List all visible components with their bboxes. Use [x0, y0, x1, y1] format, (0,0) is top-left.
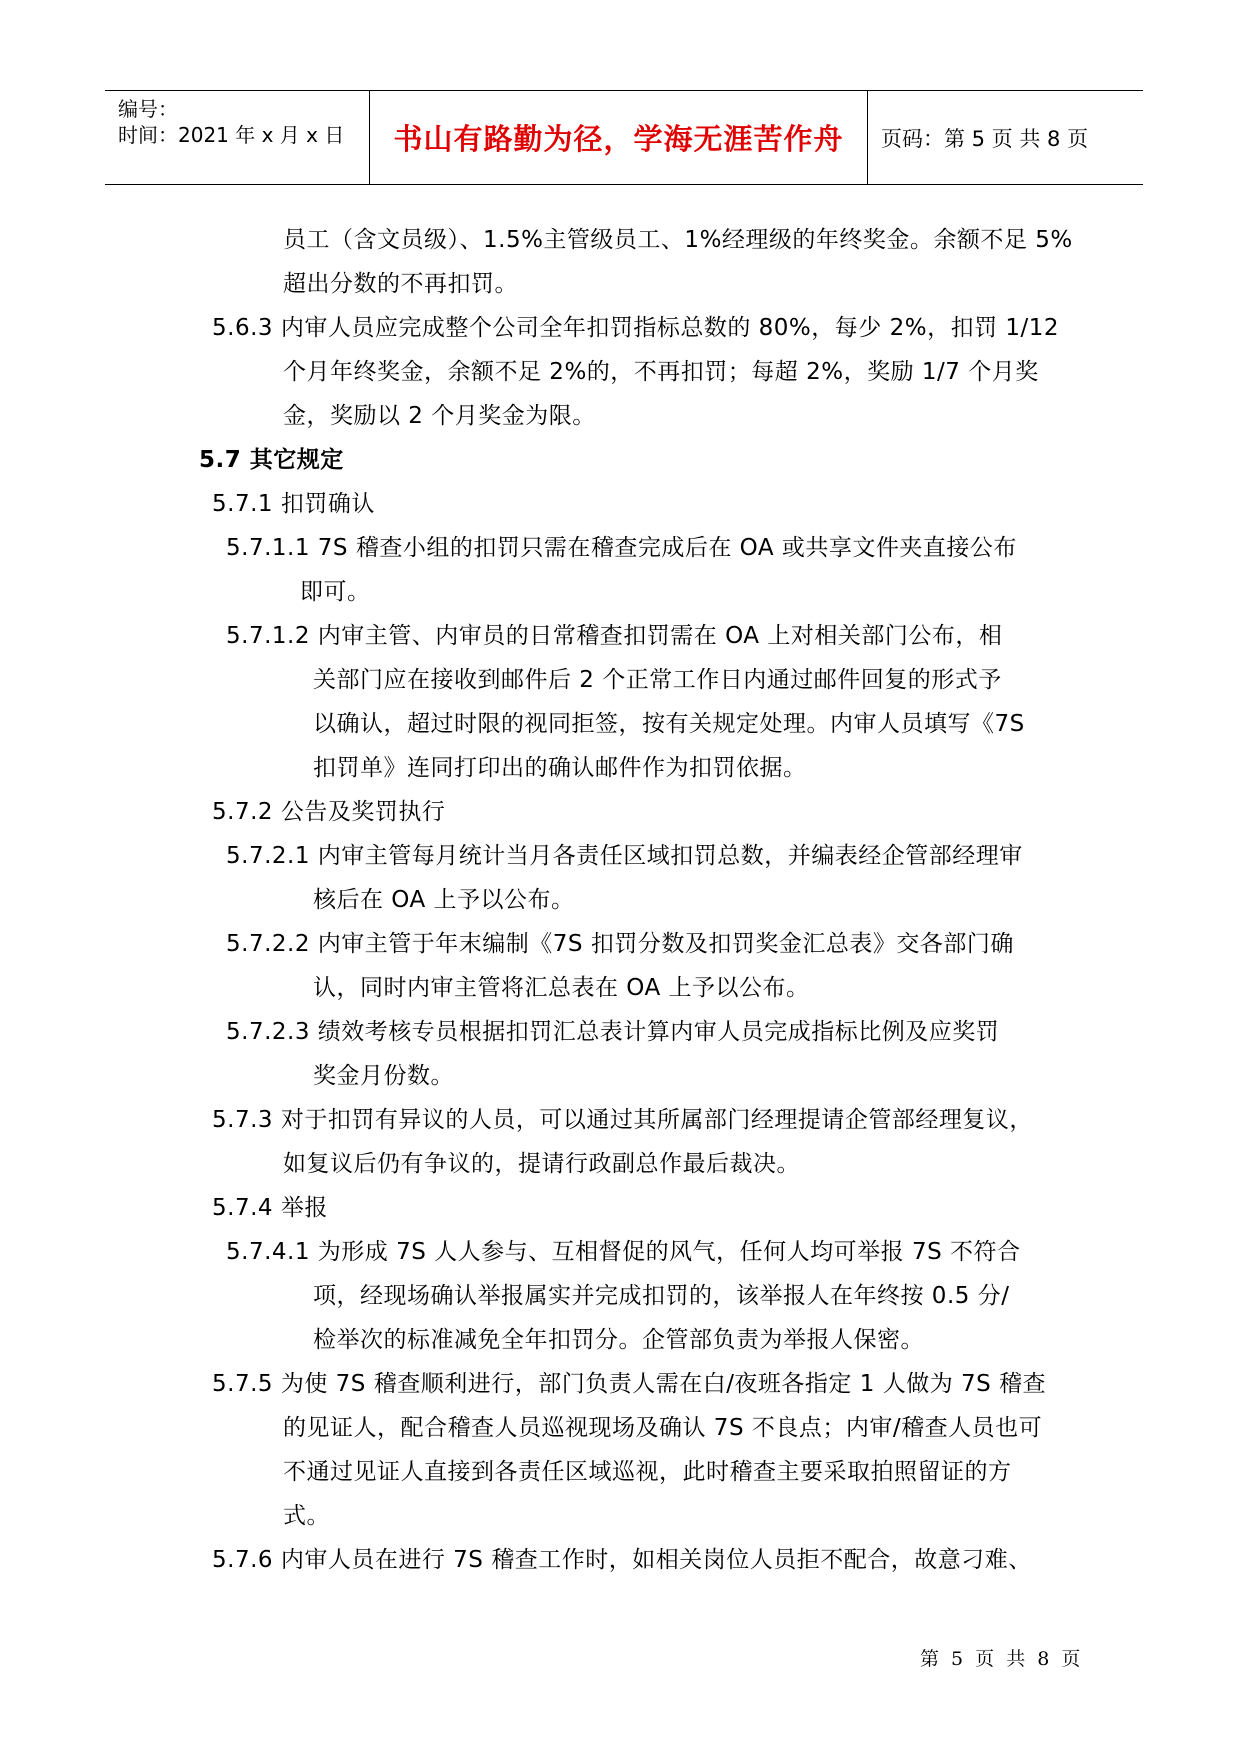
body-line: 检举次的标准减免全年扣罚分。企管部负责为举报人保密。 — [313, 1327, 924, 1353]
body-line: 超出分数的不再扣罚。 — [283, 271, 518, 297]
document-header — [105, 90, 1143, 185]
body-line: 奖金月份数。 — [313, 1063, 454, 1089]
body-line: 扣罚单》连同打印出的确认邮件作为扣罚依据。 — [313, 755, 807, 781]
body-line: 如复议后仍有争议的，提请行政副总作最后裁决。 — [283, 1151, 800, 1177]
header-page-cell — [868, 91, 1143, 184]
body-line: 式。 — [283, 1503, 330, 1529]
clause-5-7-5: 5.7.5 为使 7S 稽查顺利进行，部门负责人需在白/夜班各指定 1 人做为 7S 稽查 — [212, 1371, 1047, 1397]
clause-5-7-2-3: 5.7.2.3 绩效考核专员根据扣罚汇总表计算内审人员完成指标比例及应奖罚 — [226, 1019, 1000, 1045]
clause-5-7-4-1: 5.7.4.1 为形成 7S 人人参与、互相督促的风气，任何人均可举报 7S 不符合 — [226, 1239, 1021, 1265]
section-heading-5-7: 5.7 其它规定 — [199, 447, 344, 473]
clause-5-7-6: 5.7.6 内审人员在进行 7S 稽查工作时，如相关岗位人员拒不配合，故意刁难、 — [212, 1547, 1032, 1573]
body-line: 项，经现场确认举报属实并完成扣罚的，该举报人在年终按 0.5 分/ — [313, 1283, 1010, 1309]
clause-5-7-2-2: 5.7.2.2 内审主管于年末编制《7S 扣罚分数及扣罚奖金汇总表》交各部门确 — [226, 931, 1014, 957]
clause-5-7-4: 5.7.4 举报 — [212, 1195, 328, 1221]
clause-5-7-1: 5.7.1 扣罚确认 — [212, 491, 375, 517]
body-line: 关部门应在接收到邮件后 2 个正常工作日内通过邮件回复的形式予 — [313, 667, 1002, 693]
body-line: 即可。 — [300, 579, 371, 605]
body-line: 核后在 OA 上予以公布。 — [313, 887, 575, 913]
header-page-code: 页码：第 5 页 共 8 页 — [881, 127, 1089, 151]
clause-5-7-1-2: 5.7.1.2 内审主管、内审员的日常稽查扣罚需在 OA 上对相关部门公布，相 — [226, 623, 1003, 649]
document-time-label: 时间：2021 年 x 月 x 日 — [118, 123, 345, 147]
body-line: 个月年终奖金，余额不足 2%的，不再扣罚；每超 2%，奖励 1/7 个月奖 — [283, 359, 1039, 385]
document-number-label: 编号： — [118, 97, 178, 121]
body-line: 员工（含文员级）、1.5%主管级员工、1%经理级的年终奖金。余额不足 5% — [283, 227, 1073, 253]
body-line: 的见证人，配合稽查人员巡视现场及确认 7S 不良点；内审/稽查人员也可 — [283, 1415, 1043, 1441]
header-motto: 书山有路勤为径，学海无涯苦作舟 — [393, 122, 844, 156]
clause-5-7-3: 5.7.3 对于扣罚有异议的人员，可以通过其所属部门经理提请企管部经理复议， — [212, 1107, 1033, 1133]
clause-5-7-2-1: 5.7.2.1 内审主管每月统计当月各责任区域扣罚总数，并编表经企管部经理审 — [226, 843, 1023, 869]
body-line: 认，同时内审主管将汇总表在 OA 上予以公布。 — [313, 975, 810, 1001]
footer-page-indicator: 第 5 页 共 8 页 — [920, 1648, 1084, 1670]
clause-5-7-2: 5.7.2 公告及奖罚执行 — [212, 799, 446, 825]
clause-5-7-1-1: 5.7.1.1 7S 稽查小组的扣罚只需在稽查完成后在 OA 或共享文件夹直接公布 — [226, 535, 1017, 561]
header-info-cell — [105, 91, 369, 184]
body-line: 以确认，超过时限的视同拒签，按有关规定处理。内审人员填写《7S — [313, 711, 1025, 737]
body-line: 金，奖励以 2 个月奖金为限。 — [283, 403, 596, 429]
body-line: 不通过见证人直接到各责任区域巡视，此时稽查主要采取拍照留证的方 — [283, 1459, 1012, 1485]
header-motto-cell — [369, 91, 868, 184]
clause-5-6-3: 5.6.3 内审人员应完成整个公司全年扣罚指标总数的 80%，每少 2%，扣罚 1/12 — [212, 315, 1060, 341]
